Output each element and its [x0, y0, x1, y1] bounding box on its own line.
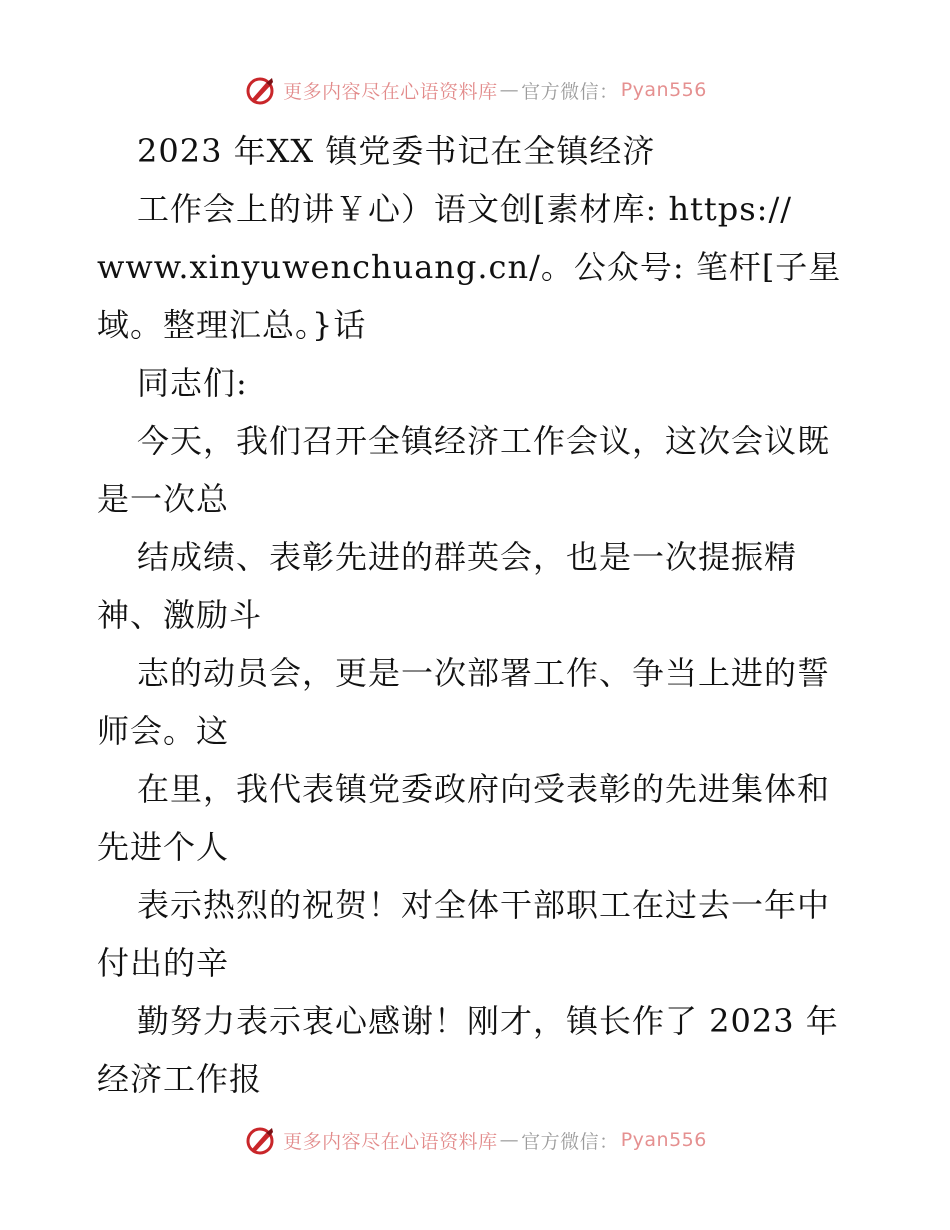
pen-logo-icon: [243, 73, 277, 107]
text-line: 经济工作报: [97, 1060, 263, 1098]
banner-dash: —: [499, 79, 520, 101]
banner-library-text: 更多内容尽在心语资料库: [283, 1130, 498, 1153]
banner-official-label: 官方微信：: [521, 80, 619, 103]
text-line: www.xinyuwenchuang.cn/。公众号: 笔杆[子星: [97, 248, 842, 286]
banner-dash: —: [499, 1129, 520, 1151]
text-line: 在里，我代表镇党委政府向受表彰的先进集体和: [137, 770, 831, 808]
banner-wechat-id: Pyan556: [620, 79, 707, 101]
footer-watermark-banner: [0, 1120, 950, 1160]
text-line: 今天，我们召开全镇经济工作会议，这次会议既: [137, 422, 831, 460]
pen-logo-icon: [243, 1123, 277, 1157]
banner-library-text: 更多内容尽在心语资料库: [283, 80, 498, 103]
text-line: 工作会上的讲￥心）语文创[素材库: https://: [137, 190, 793, 228]
banner-wechat-id: Pyan556: [620, 1129, 707, 1151]
document-body: [97, 122, 857, 1108]
text-line: 域。整理汇总。}话: [97, 306, 367, 344]
text-line: 是一次总: [97, 480, 230, 518]
text-line: 表示热烈的祝贺！对全体干部职工在过去一年中: [137, 886, 831, 924]
text-line: 师会。这: [97, 712, 230, 750]
header-watermark-banner: [0, 70, 950, 110]
banner-official-label: 官方微信：: [521, 1130, 619, 1153]
text-line: 2023 年XX 镇党委书记在全镇经济: [137, 132, 656, 170]
text-line: 志的动员会，更是一次部署工作、争当上进的誓: [137, 654, 831, 692]
text-line: 神、激励斗: [97, 596, 263, 634]
text-line: 勤努力表示衷心感谢！刚才，镇长作了 2023 年: [137, 1002, 839, 1040]
text-line: 结成绩、表彰先进的群英会，也是一次提振精: [137, 538, 798, 576]
text-line: 先进个人: [97, 828, 230, 866]
text-line: 付出的辛: [97, 944, 230, 982]
greeting-line: 同志们:: [137, 364, 248, 402]
